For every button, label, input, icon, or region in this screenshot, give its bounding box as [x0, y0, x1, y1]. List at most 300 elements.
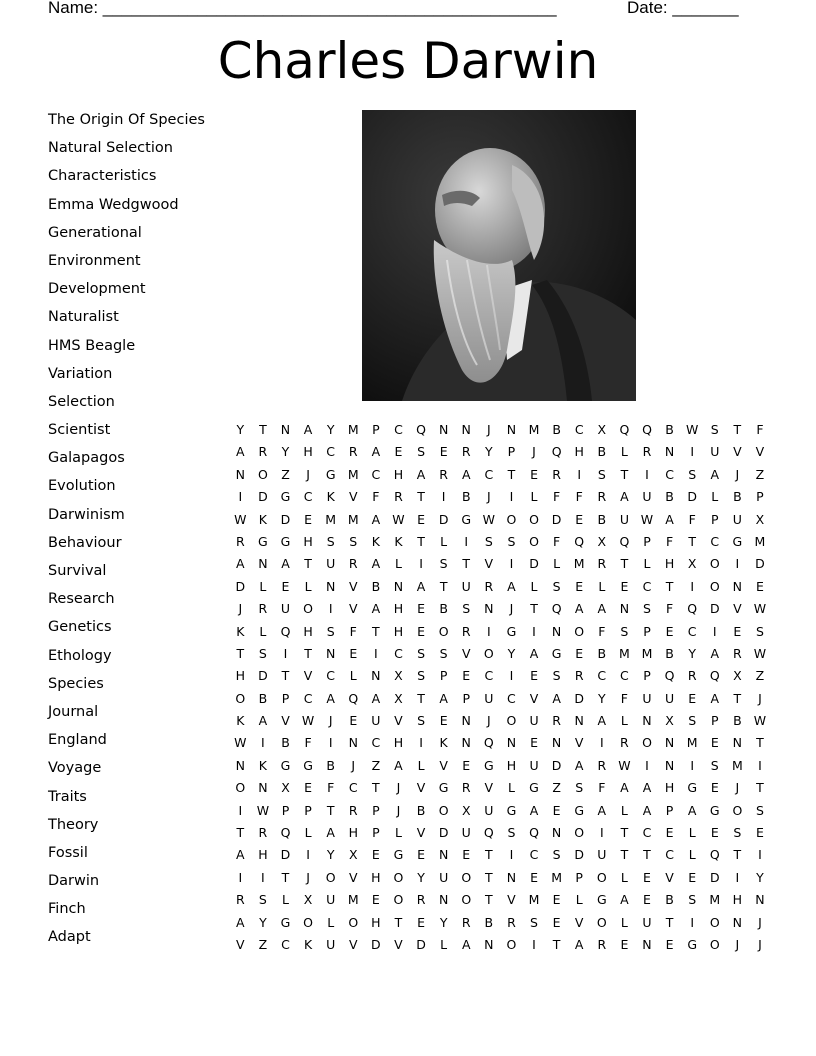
grid-letter[interactable]: M: [347, 466, 359, 482]
grid-letter[interactable]: F: [349, 623, 357, 639]
grid-letter[interactable]: V: [348, 869, 358, 885]
grid-letter[interactable]: J: [396, 802, 401, 818]
grid-letter[interactable]: B: [439, 601, 448, 617]
grid-letter[interactable]: U: [642, 690, 652, 706]
grid-letter[interactable]: E: [417, 511, 425, 527]
grid-letter[interactable]: E: [552, 892, 561, 908]
grid-letter[interactable]: Q: [619, 422, 630, 437]
grid-letter[interactable]: S: [710, 422, 719, 437]
grid-letter[interactable]: T: [485, 892, 493, 908]
grid-letter[interactable]: S: [688, 466, 697, 482]
grid-letter[interactable]: V: [665, 869, 674, 885]
grid-letter[interactable]: T: [756, 735, 764, 751]
grid-letter[interactable]: N: [484, 936, 494, 952]
grid-letter[interactable]: T: [281, 869, 290, 885]
grid-letter[interactable]: O: [438, 802, 449, 818]
grid-letter[interactable]: P: [665, 802, 674, 818]
grid-letter[interactable]: D: [280, 847, 291, 863]
grid-letter[interactable]: U: [326, 556, 336, 572]
grid-letter[interactable]: E: [756, 825, 764, 841]
grid-letter[interactable]: Y: [417, 869, 425, 885]
grid-letter[interactable]: T: [236, 825, 245, 841]
grid-letter[interactable]: F: [620, 690, 628, 706]
grid-letter[interactable]: I: [599, 735, 604, 751]
grid-letter[interactable]: R: [258, 601, 268, 617]
grid-letter[interactable]: R: [461, 444, 471, 460]
grid-letter[interactable]: D: [755, 556, 765, 572]
grid-letter[interactable]: N: [664, 444, 675, 460]
grid-letter[interactable]: U: [371, 713, 381, 729]
grid-letter[interactable]: S: [439, 645, 448, 661]
grid-letter[interactable]: Q: [709, 668, 720, 684]
grid-letter[interactable]: I: [238, 802, 243, 818]
grid-letter[interactable]: E: [575, 511, 584, 527]
grid-letter[interactable]: A: [416, 466, 426, 482]
grid-letter[interactable]: C: [303, 489, 313, 505]
grid-letter[interactable]: O: [709, 936, 720, 952]
grid-letter[interactable]: Z: [281, 466, 290, 482]
grid-letter[interactable]: H: [348, 825, 358, 841]
grid-letter[interactable]: O: [574, 825, 585, 841]
grid-letter[interactable]: D: [687, 489, 697, 505]
grid-letter[interactable]: J: [351, 757, 356, 773]
grid-letter[interactable]: M: [347, 511, 359, 527]
grid-letter[interactable]: L: [620, 914, 628, 930]
grid-letter[interactable]: W: [685, 422, 699, 437]
grid-letter[interactable]: I: [419, 735, 423, 751]
grid-letter[interactable]: R: [733, 645, 742, 661]
grid-letter[interactable]: A: [236, 847, 245, 863]
grid-letter[interactable]: A: [620, 489, 629, 505]
grid-letter[interactable]: I: [509, 556, 514, 572]
grid-letter[interactable]: T: [485, 847, 493, 863]
grid-letter[interactable]: D: [574, 690, 585, 706]
grid-letter[interactable]: X: [348, 847, 358, 863]
grid-letter[interactable]: N: [258, 780, 268, 796]
grid-letter[interactable]: A: [620, 892, 629, 908]
grid-letter[interactable]: N: [484, 601, 494, 617]
grid-letter[interactable]: Y: [326, 422, 335, 437]
grid-letter[interactable]: E: [530, 466, 538, 482]
grid-letter[interactable]: I: [509, 668, 514, 684]
grid-letter[interactable]: N: [461, 735, 471, 751]
grid-letter[interactable]: L: [440, 533, 448, 549]
grid-letter[interactable]: E: [688, 690, 697, 706]
grid-letter[interactable]: L: [394, 556, 402, 572]
grid-letter[interactable]: Q: [687, 601, 698, 617]
grid-letter[interactable]: M: [325, 511, 337, 527]
grid-letter[interactable]: O: [529, 511, 539, 527]
grid-letter[interactable]: B: [461, 489, 471, 505]
grid-letter[interactable]: V: [529, 690, 539, 706]
grid-letter[interactable]: S: [417, 645, 426, 661]
grid-letter[interactable]: A: [574, 757, 584, 773]
grid-letter[interactable]: O: [235, 780, 246, 796]
grid-letter[interactable]: A: [281, 556, 290, 572]
grid-letter[interactable]: X: [461, 802, 471, 818]
grid-letter[interactable]: A: [236, 914, 245, 930]
grid-letter[interactable]: L: [711, 489, 719, 505]
grid-letter[interactable]: N: [371, 668, 381, 684]
grid-letter[interactable]: S: [688, 892, 697, 908]
grid-letter[interactable]: K: [439, 735, 448, 751]
grid-letter[interactable]: U: [484, 802, 494, 818]
grid-letter[interactable]: V: [348, 601, 358, 617]
grid-letter[interactable]: S: [733, 825, 742, 841]
grid-letter[interactable]: C: [642, 578, 652, 594]
grid-letter[interactable]: K: [258, 757, 267, 773]
grid-letter[interactable]: C: [484, 466, 494, 482]
grid-letter[interactable]: S: [417, 444, 426, 460]
grid-letter[interactable]: K: [394, 533, 403, 549]
grid-letter[interactable]: Q: [551, 601, 562, 617]
grid-letter[interactable]: S: [326, 533, 335, 549]
grid-letter[interactable]: E: [439, 713, 448, 729]
grid-letter[interactable]: C: [484, 668, 494, 684]
grid-letter[interactable]: H: [393, 623, 404, 639]
grid-letter[interactable]: D: [709, 601, 720, 617]
grid-letter[interactable]: K: [326, 489, 335, 505]
grid-letter[interactable]: A: [258, 713, 268, 729]
grid-letter[interactable]: C: [620, 668, 629, 684]
grid-letter[interactable]: U: [461, 578, 471, 594]
grid-letter[interactable]: D: [551, 757, 562, 773]
grid-letter[interactable]: S: [643, 601, 651, 617]
grid-letter[interactable]: C: [303, 690, 313, 706]
grid-letter[interactable]: A: [416, 578, 426, 594]
grid-letter[interactable]: L: [620, 713, 628, 729]
grid-letter[interactable]: O: [483, 645, 494, 661]
grid-letter[interactable]: R: [597, 757, 607, 773]
grid-letter[interactable]: W: [392, 511, 405, 527]
grid-letter[interactable]: W: [301, 713, 315, 729]
grid-letter[interactable]: A: [620, 780, 629, 796]
grid-letter[interactable]: V: [281, 713, 290, 729]
grid-letter[interactable]: I: [645, 757, 649, 773]
grid-letter[interactable]: E: [665, 623, 674, 639]
grid-letter[interactable]: Z: [755, 466, 765, 482]
grid-letter[interactable]: U: [326, 892, 336, 908]
grid-letter[interactable]: P: [372, 802, 380, 818]
grid-letter[interactable]: O: [325, 869, 336, 885]
grid-letter[interactable]: D: [574, 847, 585, 863]
grid-letter[interactable]: O: [642, 735, 652, 751]
grid-letter[interactable]: T: [530, 601, 538, 617]
grid-letter[interactable]: O: [506, 713, 517, 729]
grid-letter[interactable]: K: [371, 533, 380, 549]
grid-letter[interactable]: S: [258, 645, 267, 661]
grid-letter[interactable]: U: [642, 914, 652, 930]
grid-letter[interactable]: B: [665, 892, 674, 908]
grid-letter[interactable]: M: [709, 892, 721, 908]
grid-letter[interactable]: U: [642, 489, 652, 505]
grid-letter[interactable]: N: [755, 892, 765, 908]
grid-letter[interactable]: C: [687, 623, 697, 639]
grid-letter[interactable]: T: [372, 623, 380, 639]
grid-letter[interactable]: G: [574, 802, 585, 818]
grid-letter[interactable]: O: [235, 690, 246, 706]
grid-letter[interactable]: N: [461, 713, 471, 729]
grid-letter[interactable]: R: [687, 668, 697, 684]
grid-letter[interactable]: T: [643, 847, 651, 863]
grid-letter[interactable]: A: [303, 422, 313, 437]
grid-letter[interactable]: B: [733, 489, 742, 505]
grid-letter[interactable]: I: [735, 556, 740, 572]
grid-letter[interactable]: Z: [552, 780, 561, 796]
grid-letter[interactable]: Q: [551, 444, 562, 460]
grid-letter[interactable]: C: [597, 668, 607, 684]
grid-letter[interactable]: G: [483, 757, 494, 773]
grid-letter[interactable]: S: [462, 601, 471, 617]
grid-letter[interactable]: S: [710, 757, 719, 773]
grid-letter[interactable]: J: [758, 690, 762, 706]
grid-letter[interactable]: O: [574, 623, 585, 639]
grid-letter[interactable]: I: [306, 847, 310, 863]
grid-letter[interactable]: E: [710, 825, 719, 841]
grid-letter[interactable]: R: [461, 914, 471, 930]
grid-letter[interactable]: R: [235, 892, 245, 908]
grid-letter[interactable]: A: [371, 690, 381, 706]
grid-letter[interactable]: T: [552, 936, 561, 952]
grid-letter[interactable]: V: [303, 668, 313, 684]
grid-letter[interactable]: T: [756, 780, 764, 796]
grid-letter[interactable]: C: [710, 533, 720, 549]
grid-letter[interactable]: M: [686, 735, 698, 751]
grid-letter[interactable]: D: [551, 511, 562, 527]
grid-letter[interactable]: B: [258, 690, 268, 706]
grid-letter[interactable]: B: [665, 645, 674, 661]
grid-letter[interactable]: E: [665, 825, 674, 841]
grid-letter[interactable]: N: [438, 847, 449, 863]
grid-letter[interactable]: R: [574, 668, 584, 684]
grid-letter[interactable]: E: [371, 892, 380, 908]
grid-letter[interactable]: Y: [507, 645, 516, 661]
grid-letter[interactable]: P: [372, 422, 380, 437]
grid-letter[interactable]: J: [238, 601, 243, 617]
grid-letter[interactable]: P: [462, 690, 470, 706]
grid-letter[interactable]: R: [348, 556, 358, 572]
grid-letter[interactable]: T: [372, 780, 380, 796]
grid-letter[interactable]: V: [416, 825, 426, 841]
grid-letter[interactable]: W: [234, 735, 247, 751]
grid-letter[interactable]: U: [529, 713, 539, 729]
grid-letter[interactable]: D: [371, 936, 381, 952]
grid-letter[interactable]: S: [755, 802, 764, 818]
grid-letter[interactable]: Y: [597, 690, 606, 706]
grid-letter[interactable]: R: [552, 466, 561, 482]
grid-letter[interactable]: E: [462, 757, 471, 773]
grid-letter[interactable]: G: [461, 511, 472, 527]
grid-letter[interactable]: E: [417, 623, 425, 639]
grid-letter[interactable]: E: [643, 892, 651, 908]
grid-letter[interactable]: N: [619, 601, 630, 617]
grid-letter[interactable]: D: [258, 489, 268, 505]
grid-letter[interactable]: W: [753, 601, 767, 617]
grid-letter[interactable]: S: [530, 914, 538, 930]
grid-letter[interactable]: O: [709, 914, 720, 930]
grid-letter[interactable]: L: [530, 489, 538, 505]
grid-letter[interactable]: W: [753, 645, 767, 661]
grid-letter[interactable]: T: [304, 556, 312, 572]
grid-letter[interactable]: H: [506, 757, 517, 773]
grid-letter[interactable]: I: [690, 578, 695, 594]
grid-letter[interactable]: P: [710, 511, 719, 527]
grid-letter[interactable]: L: [643, 556, 651, 572]
grid-letter[interactable]: E: [281, 578, 290, 594]
grid-letter[interactable]: O: [393, 892, 404, 908]
grid-letter[interactable]: V: [755, 444, 765, 460]
grid-letter[interactable]: I: [509, 489, 514, 505]
grid-letter[interactable]: Q: [529, 825, 539, 841]
grid-letter[interactable]: T: [620, 556, 629, 572]
grid-letter[interactable]: T: [417, 533, 425, 549]
grid-letter[interactable]: Y: [756, 869, 764, 885]
grid-letter[interactable]: A: [371, 444, 381, 460]
grid-letter[interactable]: A: [529, 645, 539, 661]
grid-letter[interactable]: L: [259, 623, 267, 639]
grid-letter[interactable]: L: [282, 892, 289, 908]
grid-letter[interactable]: F: [688, 511, 696, 527]
grid-letter[interactable]: I: [735, 869, 740, 885]
grid-letter[interactable]: S: [439, 556, 448, 572]
grid-letter[interactable]: T: [394, 914, 403, 930]
grid-letter[interactable]: H: [303, 533, 313, 549]
grid-letter[interactable]: O: [461, 869, 472, 885]
grid-letter[interactable]: R: [597, 556, 607, 572]
grid-letter[interactable]: I: [532, 936, 536, 952]
grid-letter[interactable]: U: [619, 511, 629, 527]
grid-letter[interactable]: S: [417, 713, 426, 729]
grid-letter[interactable]: L: [507, 780, 515, 796]
grid-letter[interactable]: N: [235, 466, 245, 482]
grid-letter[interactable]: V: [394, 713, 403, 729]
grid-letter[interactable]: J: [306, 466, 310, 482]
grid-letter[interactable]: Q: [280, 623, 291, 639]
grid-letter[interactable]: R: [439, 466, 448, 482]
grid-letter[interactable]: M: [528, 422, 540, 437]
grid-letter[interactable]: A: [710, 466, 720, 482]
grid-letter[interactable]: V: [574, 735, 584, 751]
grid-letter[interactable]: P: [281, 802, 290, 818]
grid-letter[interactable]: X: [597, 422, 607, 437]
grid-letter[interactable]: F: [304, 735, 312, 751]
grid-letter[interactable]: D: [235, 578, 246, 594]
grid-letter[interactable]: I: [441, 489, 446, 505]
grid-letter[interactable]: T: [417, 489, 425, 505]
grid-letter[interactable]: Q: [642, 422, 652, 437]
grid-letter[interactable]: N: [325, 645, 336, 661]
grid-letter[interactable]: Q: [280, 825, 291, 841]
grid-letter[interactable]: T: [462, 556, 471, 572]
grid-letter[interactable]: B: [484, 914, 494, 930]
grid-letter[interactable]: F: [665, 601, 674, 617]
grid-letter[interactable]: X: [394, 668, 403, 684]
grid-letter[interactable]: J: [486, 422, 491, 437]
grid-letter[interactable]: I: [464, 533, 469, 549]
grid-letter[interactable]: X: [303, 892, 313, 908]
grid-letter[interactable]: N: [438, 892, 449, 908]
grid-letter[interactable]: Q: [619, 533, 630, 549]
grid-letter[interactable]: U: [710, 444, 720, 460]
grid-letter[interactable]: P: [756, 489, 764, 505]
grid-letter[interactable]: V: [416, 780, 426, 796]
grid-letter[interactable]: J: [735, 466, 740, 482]
grid-letter[interactable]: Q: [574, 533, 585, 549]
grid-letter[interactable]: G: [506, 802, 517, 818]
grid-letter[interactable]: A: [710, 645, 720, 661]
grid-letter[interactable]: L: [620, 444, 628, 460]
grid-letter[interactable]: W: [482, 511, 496, 527]
grid-letter[interactable]: O: [303, 914, 313, 930]
grid-letter[interactable]: Y: [236, 422, 245, 437]
grid-letter[interactable]: T: [620, 466, 629, 482]
grid-letter[interactable]: A: [552, 690, 561, 706]
grid-letter[interactable]: C: [281, 936, 290, 952]
grid-letter[interactable]: E: [688, 869, 697, 885]
grid-letter[interactable]: S: [507, 533, 516, 549]
grid-letter[interactable]: S: [484, 533, 493, 549]
grid-letter[interactable]: F: [665, 533, 674, 549]
grid-letter[interactable]: J: [735, 936, 740, 952]
grid-letter[interactable]: R: [461, 623, 471, 639]
grid-letter[interactable]: L: [259, 578, 267, 594]
grid-letter[interactable]: T: [507, 466, 516, 482]
grid-letter[interactable]: E: [304, 511, 313, 527]
grid-letter[interactable]: E: [462, 668, 471, 684]
grid-letter[interactable]: F: [598, 780, 606, 796]
grid-letter[interactable]: G: [551, 645, 562, 661]
grid-letter[interactable]: H: [303, 444, 313, 460]
grid-letter[interactable]: E: [530, 668, 538, 684]
grid-letter[interactable]: I: [261, 869, 265, 885]
grid-letter[interactable]: Q: [664, 668, 675, 684]
grid-letter[interactable]: I: [532, 623, 536, 639]
grid-letter[interactable]: I: [261, 735, 265, 751]
grid-letter[interactable]: G: [596, 892, 607, 908]
grid-letter[interactable]: R: [507, 914, 516, 930]
grid-letter[interactable]: S: [620, 623, 629, 639]
grid-letter[interactable]: E: [417, 601, 425, 617]
grid-letter[interactable]: D: [709, 869, 720, 885]
grid-letter[interactable]: F: [756, 422, 764, 437]
grid-letter[interactable]: E: [394, 444, 403, 460]
grid-letter[interactable]: M: [754, 533, 766, 549]
grid-letter[interactable]: P: [643, 623, 651, 639]
grid-letter[interactable]: A: [371, 511, 381, 527]
grid-letter[interactable]: E: [417, 847, 425, 863]
grid-letter[interactable]: A: [597, 601, 607, 617]
grid-letter[interactable]: T: [665, 578, 674, 594]
grid-letter[interactable]: P: [643, 533, 651, 549]
grid-letter[interactable]: U: [461, 825, 471, 841]
grid-letter[interactable]: A: [665, 511, 674, 527]
grid-letter[interactable]: A: [574, 601, 584, 617]
grid-letter[interactable]: L: [417, 757, 425, 773]
grid-letter[interactable]: A: [326, 825, 335, 841]
grid-letter[interactable]: B: [326, 757, 335, 773]
grid-letter[interactable]: S: [575, 780, 584, 796]
grid-letter[interactable]: G: [280, 757, 291, 773]
grid-letter[interactable]: V: [236, 936, 245, 952]
grid-letter[interactable]: N: [551, 825, 562, 841]
grid-letter[interactable]: J: [396, 780, 401, 796]
grid-letter[interactable]: I: [599, 825, 604, 841]
grid-letter[interactable]: R: [597, 936, 607, 952]
grid-letter[interactable]: Z: [371, 757, 381, 773]
grid-letter[interactable]: N: [732, 578, 743, 594]
grid-letter[interactable]: A: [439, 690, 448, 706]
grid-letter[interactable]: I: [758, 847, 762, 863]
